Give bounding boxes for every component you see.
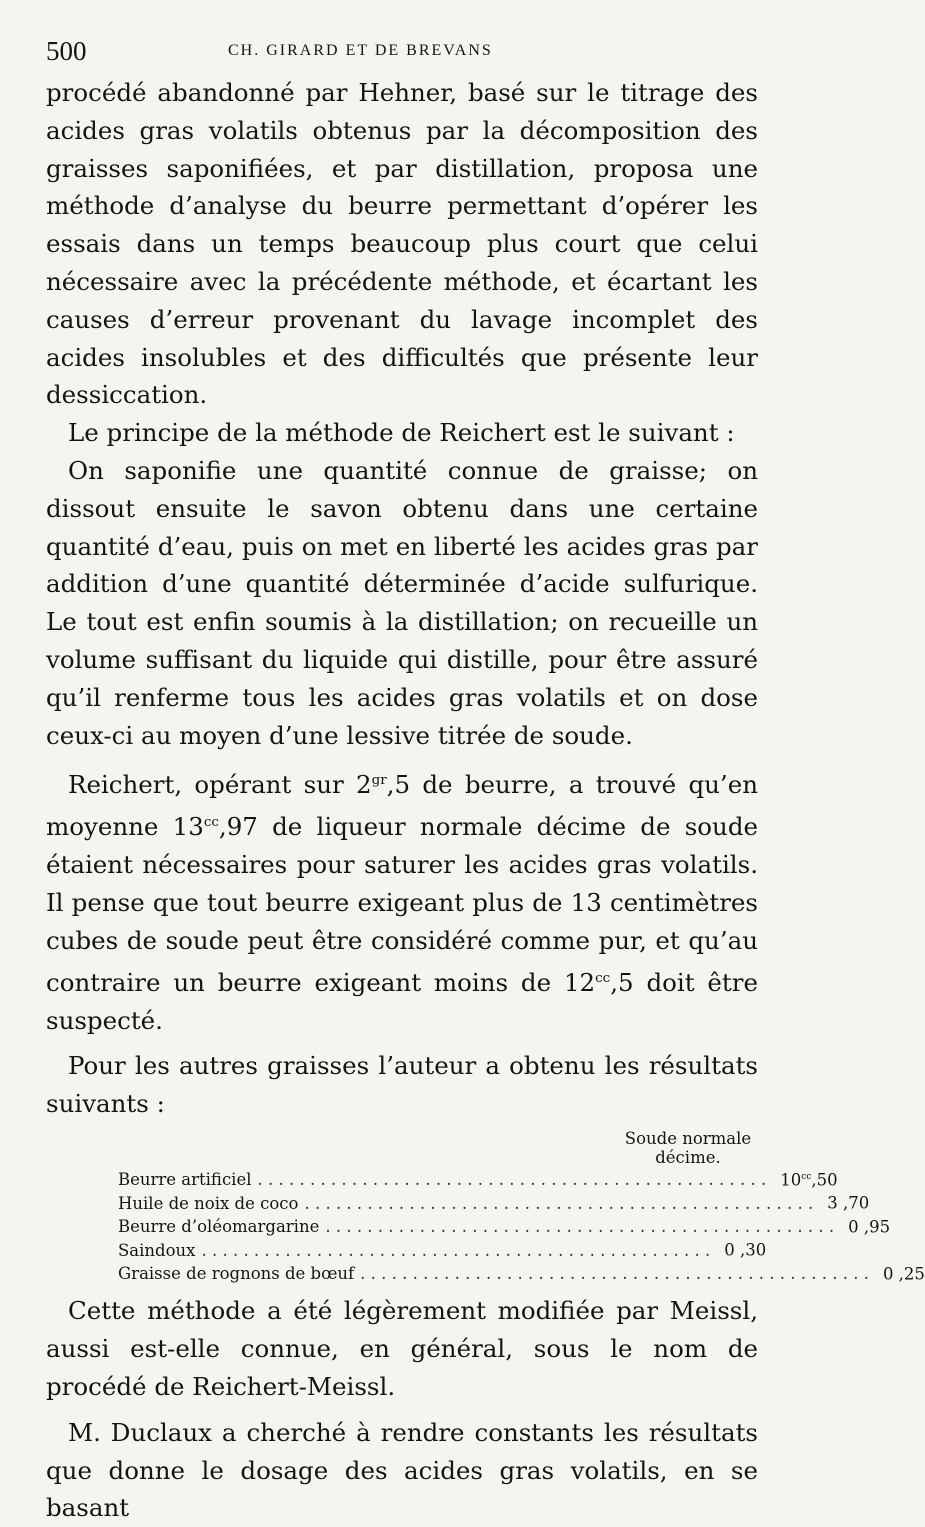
unit-superscript: cc [801,1171,812,1182]
fat-name: Saindoux [118,1240,196,1260]
paragraph-duclaux: M. Duclaux a cherché à rendre constants les résultats que donne le dosage des acides gras volatils, en se basant [46,1417,758,1523]
running-head: CH. GIRARD ET DE BREVANS [228,42,493,59]
unit-superscript: gr [371,772,387,789]
value-integer: 0 [882,1264,894,1284]
page-number: 500 [46,36,87,66]
soda-value [840,1214,890,1238]
paragraph-meissl: Cette méthode a été légèrement modifiée par Meissl, aussi est-elle connue, en général, sous le nom de procédé de Reichert-Meissl. [46,1296,758,1402]
unit-superscript: cc [203,814,219,831]
paragraph-reichert-results [46,762,758,1039]
fat-name: Beurre artificiel [118,1170,252,1190]
results-table [46,1128,925,1285]
text-run: Reichert, opérant sur 2 [68,770,372,800]
unit-superscript: cc [595,969,611,986]
fat-name: Beurre d’oléomargarine [118,1217,320,1237]
dot-leader: . . . . . . . . . . . . . . . . . . . . . . . . . . . . . . . . . . . . . . . . . . . . . . . . . [201,1240,711,1260]
paragraph-other-fats: Pour les autres graisses l’auteur a obtenu les résultats suivants : [46,1051,758,1119]
value-integer: 3 [827,1193,838,1213]
dot-leader: . . . . . . . . . . . . . . . . . . . . . . . . . . . . . . . . . . . . . . . . . . . . . . . . . [325,1217,835,1237]
value-decimal: ,95 [858,1217,891,1237]
table-row [46,1237,767,1261]
paragraph-continuation: procédé abandonné par Hehner, basé sur le titrage des acides gras volatils obtenus par la décomposition des graisses saponifiées, et par distillation, proposa une méthode d’analyse du beurre permettant d’opérer les essais dans un temps beaucoup plus court que celui nécessaire avec la précédente méthode, et écartant les causes d’erreur provenant du lavage incomplet des acides insolubles et des difficultés que présente leur dessiccation. [46,78,758,410]
value-integer: 0 [848,1217,859,1237]
value-decimal: ,50 [811,1170,838,1190]
fat-name: Graisse de rognons de bœuf [118,1264,355,1284]
body-text [46,74,925,1527]
text-run: ,5 de beurre, a trouvé qu’en moyenne 13 [46,770,758,842]
column-header-line1: Soude normale [624,1128,752,1148]
table-row [46,1190,870,1214]
soda-value [875,1261,925,1285]
table-row [46,1261,925,1285]
dot-leader: . . . . . . . . . . . . . . . . . . . . . . . . . . . . . . . . . . . . . . . . . . . . . . . . . [304,1193,814,1213]
value-integer: 0 [724,1240,735,1260]
table-body [46,1167,925,1285]
soda-value [772,1167,837,1191]
soda-value [819,1190,869,1214]
paragraph-procedure: On saponifie une quantité connue de graisse; on dissout ensuite le savon obtenu dans une certaine quantité d’eau, puis on met en liberté les acides gras par addition d’une quantité déterminée d’acide sulfurique. Le tout est enfin soumis à la distillation; on recueille un volume suffisant du liquide qui distille, pour être assuré qu’il renferme tous les acides gras volatils et on dose ceux-ci au moyen d’une lessive titrée de soude. [46,455,758,750]
fat-name: Huile de noix de coco [118,1193,299,1213]
table-header [46,1129,758,1167]
table-row [46,1214,891,1238]
value-decimal: ,30 [734,1240,767,1260]
page-header [46,36,760,66]
text-run: ,5 doit être suspecté. [46,967,758,1035]
value-decimal: ,70 [837,1193,870,1213]
value-integer: 10 [780,1170,802,1190]
column-header-line2: décime. [655,1147,721,1167]
dot-leader: . . . . . . . . . . . . . . . . . . . . . . . . . . . . . . . . . . . . . . . . . . . . . . . . . [360,1264,869,1284]
column-header [618,1129,758,1167]
paragraph-principle: Le principe de la méthode de Reichert est le suivant : [68,418,735,448]
value-decimal: ,25 [893,1264,925,1284]
text-run: ,97 de liqueur normale décime de soude étaient nécessaires pour saturer les acides gras volatils. Il pense que tout beurre exigeant plus de 13 centimètres cubes de soude peut être considéré comme pur, et qu’au contraire un beurre exigeant moins de 12 [46,812,758,997]
table-row [46,1167,838,1191]
soda-value [716,1237,766,1261]
dot-leader: . . . . . . . . . . . . . . . . . . . . . . . . . . . . . . . . . . . . . . . . . . . . . . . . . [257,1170,767,1190]
